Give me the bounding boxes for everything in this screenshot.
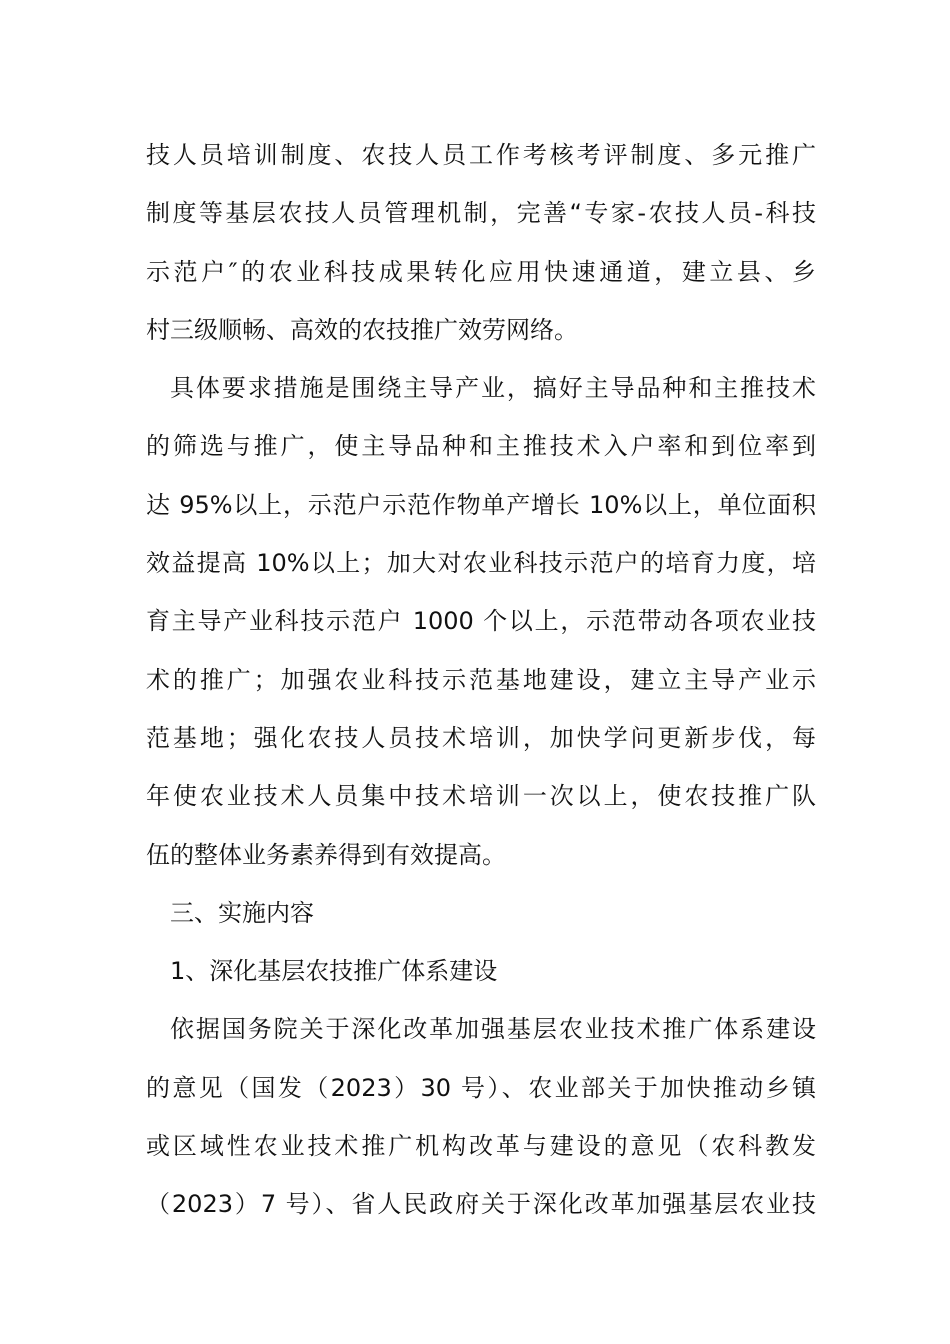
text-line: 或区域性农业技术推广机构改革与建设的意见（农科教发	[146, 1132, 816, 1161]
text-line: 的筛选与推广，使主导品种和主推技术入户率和到位率到	[146, 432, 816, 461]
text-line: 伍的整体业务素养得到有效提高。	[146, 840, 506, 869]
text-line: 育主导产业科技示范户 1000 个以上，示范带动各项农业技	[146, 607, 816, 636]
text-line: （2023）7 号）、省人民政府关于深化改革加强基层农业技	[146, 1190, 816, 1219]
text-line: 村三级顺畅、高效的农技推广效劳网络。	[146, 315, 578, 344]
text-line: 制度等基层农技人员管理机制，完善“专家-农技人员-科技	[146, 199, 816, 228]
document-body	[146, 126, 816, 1234]
text-line: 具体要求措施是围绕主导产业，搞好主导品种和主推技术	[170, 374, 816, 403]
subsection-heading: 1、深化基层农技推广体系建设	[170, 957, 498, 986]
text-line: 的意见（国发（2023）30 号）、农业部关于加快推动乡镇	[146, 1073, 816, 1102]
text-line: 术的推广；加强农业科技示范基地建设，建立主导产业示	[146, 665, 816, 694]
text-line: 依据国务院关于深化改革加强基层农业技术推广体系建设	[170, 1015, 816, 1044]
text-line: 技人员培训制度、农技人员工作考核考评制度、多元推广	[146, 141, 816, 169]
section-heading: 三、实施内容	[170, 898, 314, 927]
text-line: 示范户″的农业科技成果转化应用快速通道，建立县、乡	[146, 257, 816, 286]
text-line: 效益提高 10%以上；加大对农业科技示范户的培育力度，培	[146, 549, 816, 578]
text-line: 达 95%以上，示范户示范作物单产增长 10%以上，单位面积	[146, 490, 816, 519]
text-line: 年使农业技术人员集中技术培训一次以上，使农技推广队	[146, 782, 816, 811]
text-line: 范基地；强化农技人员技术培训，加快学问更新步伐，每	[146, 723, 816, 752]
